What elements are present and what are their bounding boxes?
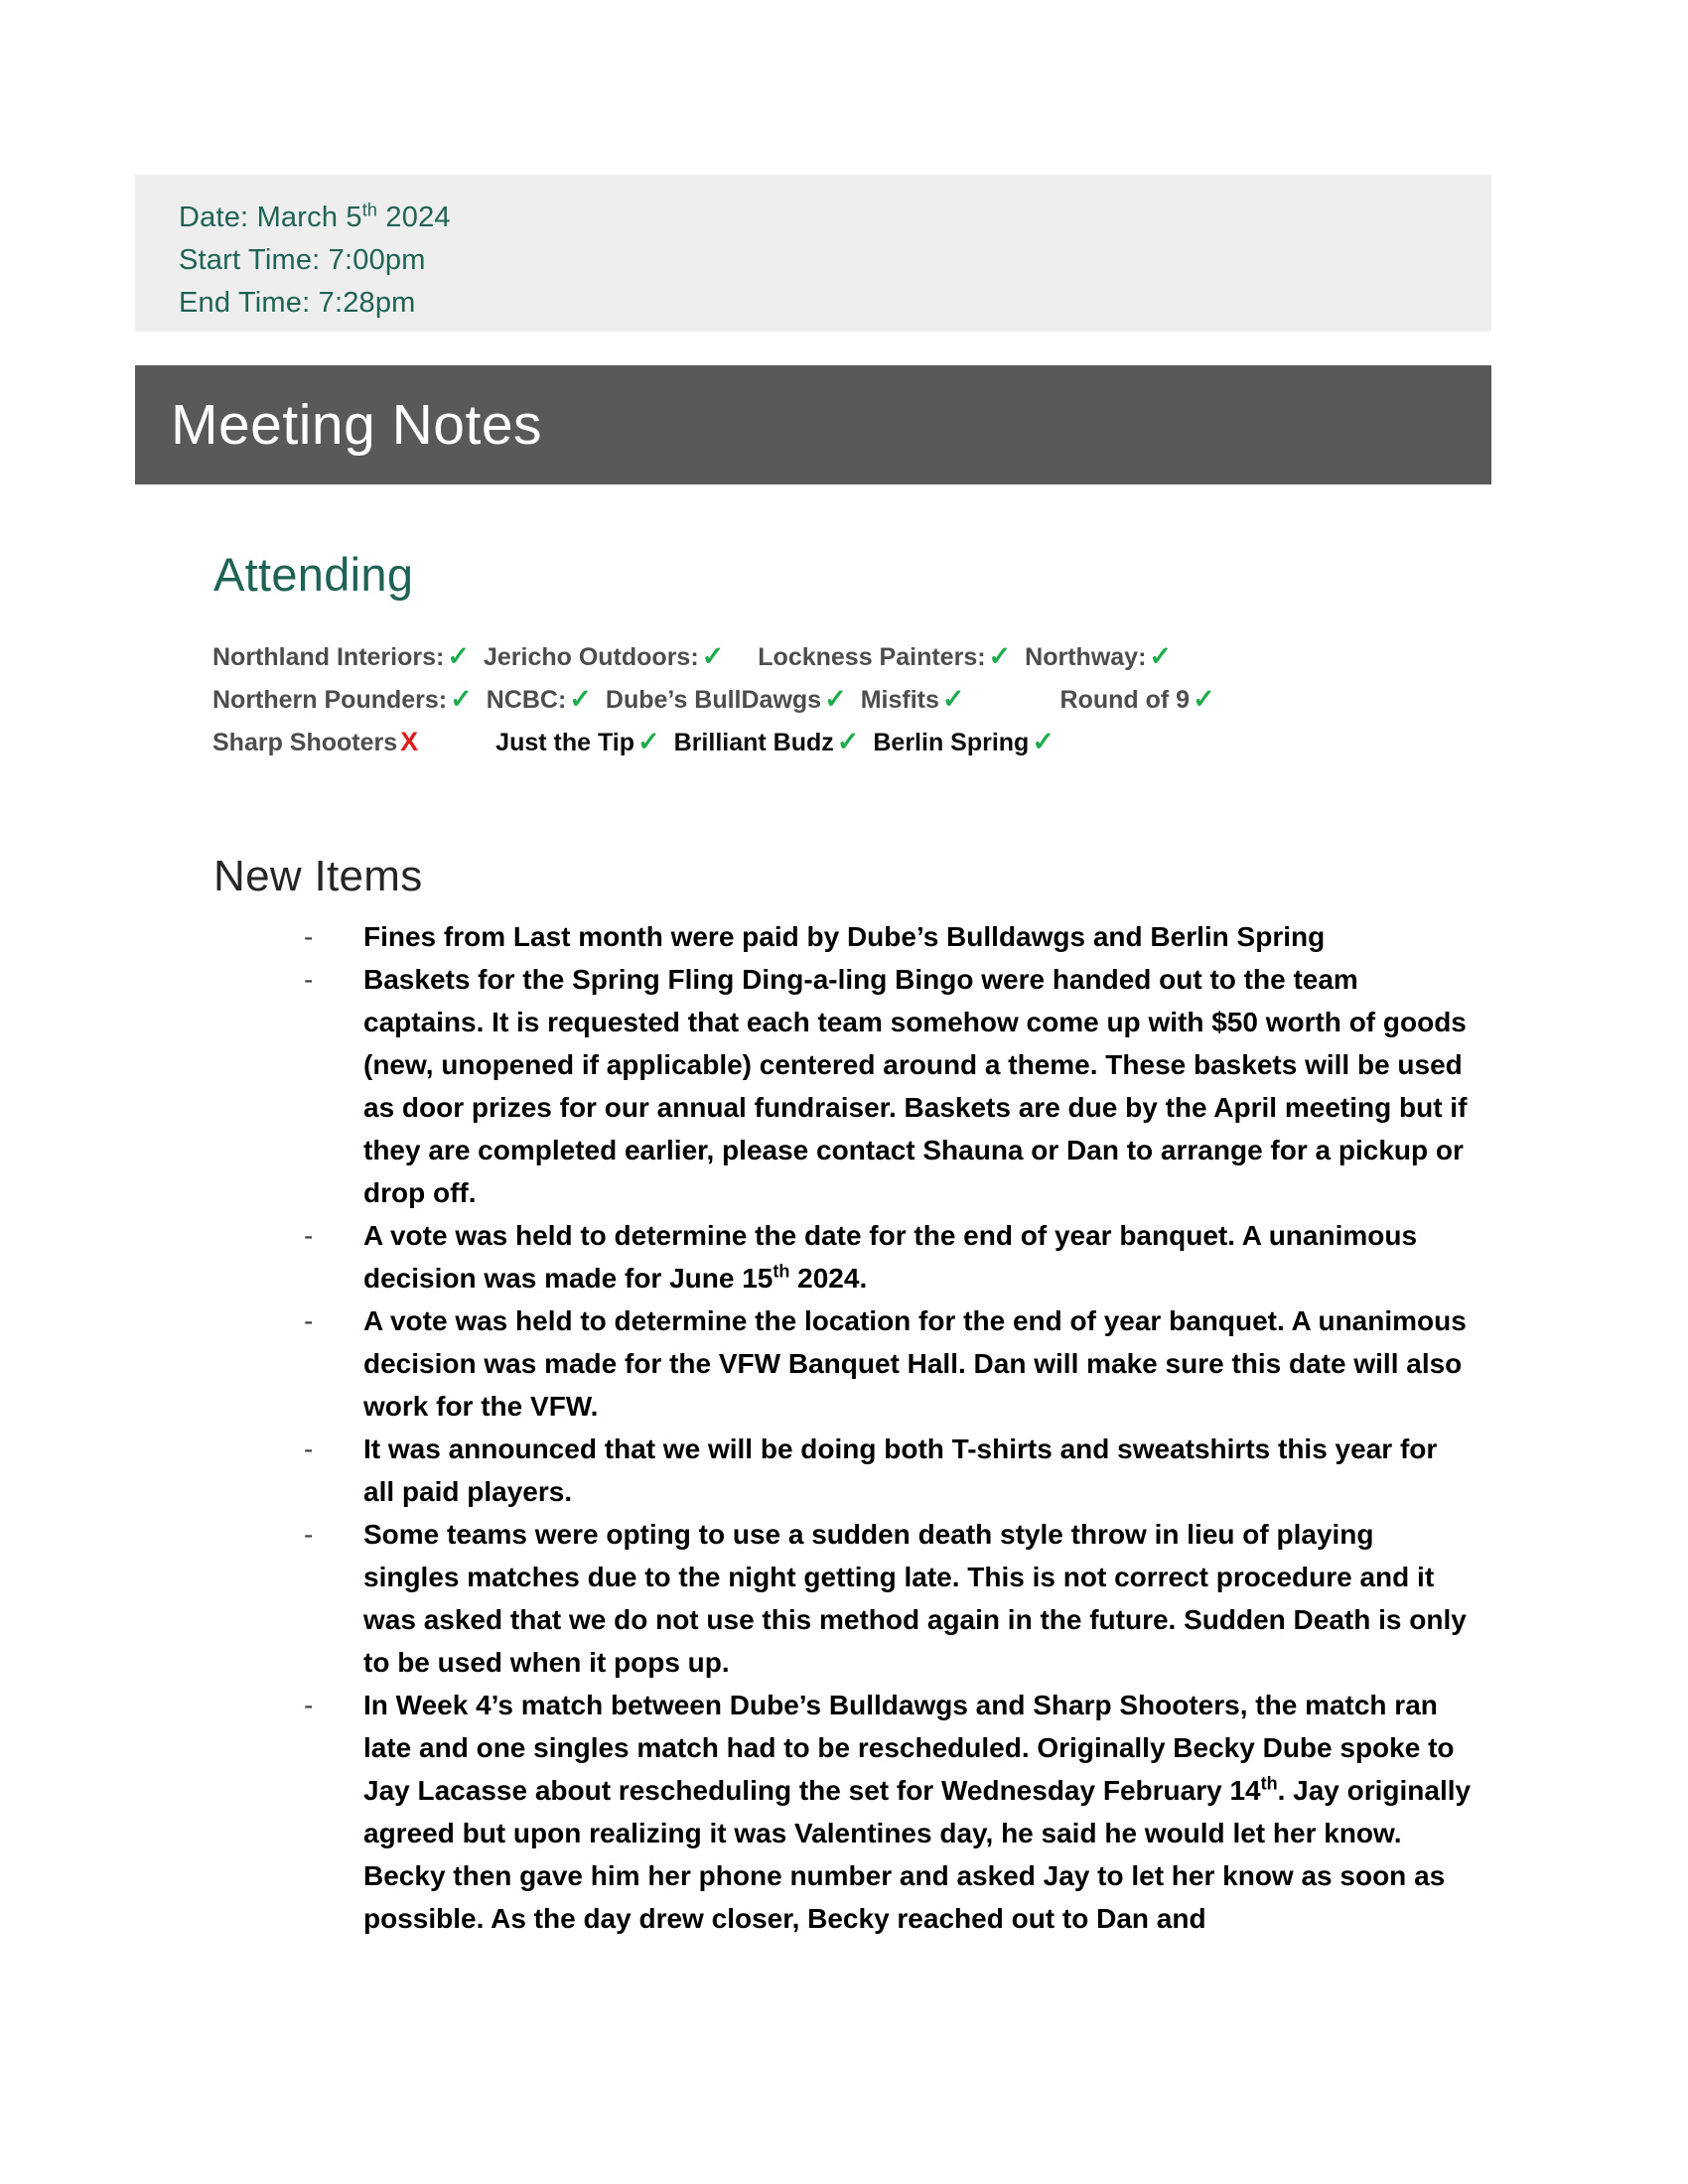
list-item (298, 1214, 1475, 1299)
list-item-text (363, 1220, 1417, 1294)
list-item-text-after: . Jay originally agreed but upon realizing it was Valentines day, he said he would let her know. Becky then gave him her phone number and asked Jay to let her know as soon as possible. As the day drew closer, Becky reached out to Dan and (363, 1775, 1472, 1934)
check-icon: ✓ (824, 684, 847, 714)
document-title-band (135, 365, 1491, 484)
team-name: Brilliant Budz (673, 729, 834, 756)
attendance-row (212, 678, 1464, 721)
attendance-row (212, 721, 1464, 763)
check-icon: ✓ (988, 641, 1012, 671)
team-name: NCBC: (486, 686, 567, 714)
team-name: Jericho Outdoors: (483, 643, 699, 671)
attendance-entry (758, 643, 1011, 671)
attendance-entry (484, 643, 724, 671)
bullet-marker: - (304, 1690, 314, 1720)
list-item-text-after: 2024. (789, 1263, 868, 1294)
check-icon: ✓ (1149, 641, 1173, 671)
check-icon: ✓ (941, 684, 965, 714)
meeting-start-time: Start Time: 7:00pm (179, 244, 426, 276)
attendance-entry (212, 729, 418, 756)
check-icon: ✓ (450, 684, 473, 714)
list-item (298, 1428, 1475, 1513)
list-item (298, 1513, 1475, 1684)
bullet-marker: - (304, 921, 314, 952)
attendance-entry (861, 686, 965, 714)
team-name: Misfits (860, 686, 939, 714)
meeting-date-label: Date: March 5 (179, 202, 362, 233)
meeting-date-line (179, 197, 1491, 239)
attendance-entry (873, 729, 1055, 756)
new-items-heading: New Items (213, 852, 423, 900)
check-icon: ✓ (1032, 727, 1055, 756)
list-item-text-before: A vote was held to determine the date for the end of year banquet. A unanimous decision was made for June 15 (363, 1220, 1418, 1294)
check-icon: ✓ (569, 684, 592, 714)
bullet-marker: - (304, 964, 314, 995)
team-name: Northland Interiors: (212, 643, 445, 671)
check-icon: ✓ (701, 641, 725, 671)
bullet-marker: - (304, 1519, 314, 1550)
team-name: Sharp Shooters (212, 729, 398, 756)
list-item-text (363, 1690, 1471, 1934)
team-name: Berlin Spring (873, 729, 1030, 756)
list-item-text: It was announced that we will be doing both T-shirts and sweatshirts this year for all paid players. (363, 1433, 1438, 1507)
list-item (298, 915, 1475, 958)
list-item-text: A vote was held to determine the location for the end of year banquet. A unanimous decision was made for the VFW Banquet Hall. Dan will make sure this date will also work for the VFW. (363, 1305, 1467, 1422)
page-title: Meeting Notes (171, 392, 543, 457)
bullet-marker: - (304, 1305, 314, 1336)
list-item-text: Some teams were opting to use a sudden death style throw in lieu of playing singles matches due to the night getting late. This is not correct procedure and it was asked that we do not use this method again in the future. Sudden Death is only to be used when it pops up. (363, 1519, 1467, 1678)
attendance-entry (212, 686, 473, 714)
list-item (298, 1299, 1475, 1428)
check-icon: ✓ (637, 727, 660, 756)
list-item-text-before: In Week 4’s match between Dube’s Bulldawgs and Sharp Shooters, the match ran late and one singles match had to be rescheduled. Originally Becky Dube spoke to Jay Lacasse about rescheduling the set for Wednesday February 14 (363, 1690, 1455, 1806)
ordinal-superscript: th (1260, 1773, 1278, 1794)
attendance-list (212, 635, 1464, 763)
attendance-entry (606, 686, 847, 714)
list-item (298, 958, 1475, 1214)
meeting-end-time: End Time: 7:28pm (179, 287, 416, 319)
team-name: Lockness Painters: (758, 643, 986, 671)
team-name: Dube’s BullDawgs (605, 686, 822, 714)
list-item (298, 1684, 1475, 1940)
attendance-entry (495, 729, 659, 756)
attendance-entry (674, 729, 860, 756)
attending-heading: Attending (213, 548, 414, 601)
check-icon: ✓ (447, 641, 470, 671)
attendance-entry (1025, 643, 1172, 671)
attendance-entry (1060, 686, 1215, 714)
meeting-meta-box (135, 175, 1491, 332)
attendance-entry (212, 643, 470, 671)
list-item-text: Baskets for the Spring Fling Ding-a-ling Bingo were handed out to the team captains. It is requested that each team somehow come up with $50 worth of goods (new, unopened if applicable) centered around a theme. These baskets will be used as door prizes for our annual fundraiser. Baskets are due by the April meeting but if they are completed earlier, please contact Shauna or Dan to arrange for a pickup or drop off. (363, 964, 1468, 1208)
bullet-marker: - (304, 1220, 314, 1251)
list-item-text: Fines from Last month were paid by Dube’s Bulldawgs and Berlin Spring (363, 921, 1326, 952)
new-items-list (298, 915, 1475, 1940)
x-icon: X (400, 727, 419, 756)
meeting-date-ordinal: th (361, 200, 378, 220)
attendance-row (212, 635, 1464, 678)
check-icon: ✓ (1193, 684, 1215, 714)
ordinal-superscript: th (773, 1261, 790, 1282)
team-name: Round of 9 (1059, 686, 1191, 714)
team-name: Just the Tip (495, 729, 635, 756)
bullet-marker: - (304, 1433, 314, 1464)
check-icon: ✓ (836, 727, 860, 756)
attendance-entry (487, 686, 592, 714)
team-name: Northway: (1025, 643, 1147, 671)
team-name: Northern Pounders: (212, 686, 448, 714)
meeting-date-year: 2024 (377, 202, 451, 233)
